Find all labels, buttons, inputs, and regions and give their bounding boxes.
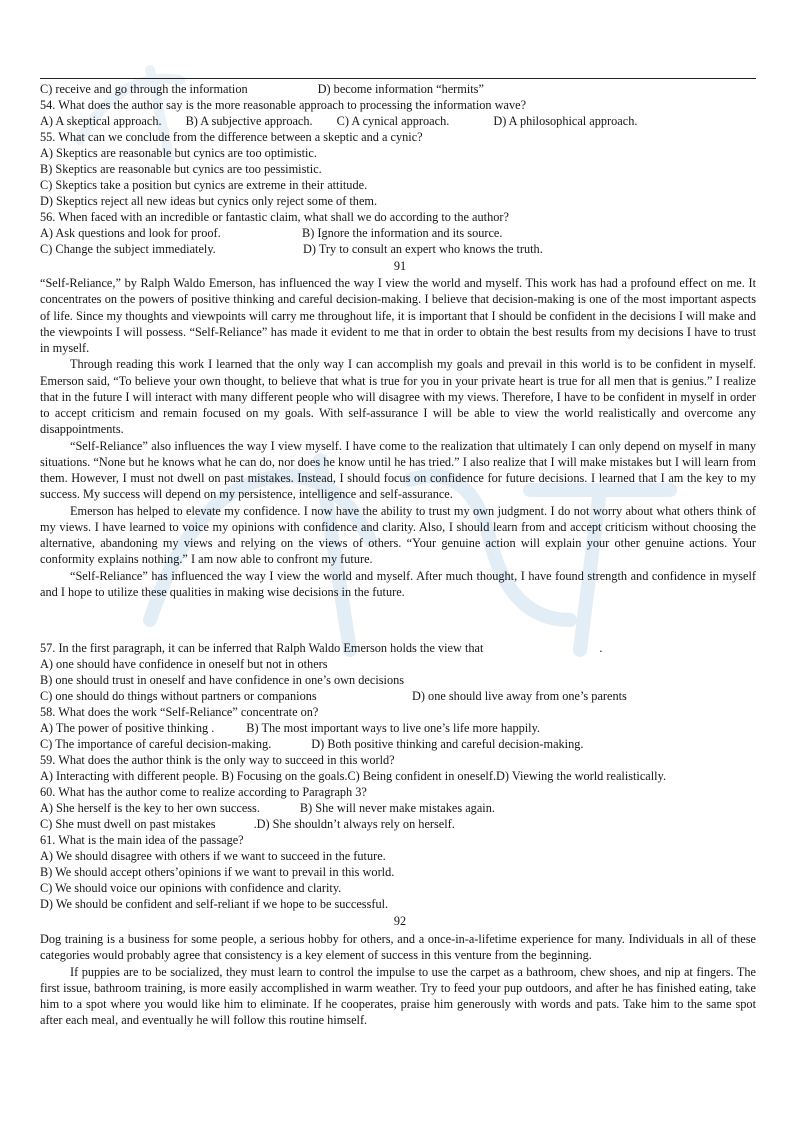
q57-blank-end: .: [599, 641, 603, 655]
q57-option-a: A) one should have confidence in oneself but not in others: [40, 657, 328, 671]
passage-91-paragraph-2: Through reading this work I learned that the only way I can accomplish my goals and prevail in this world is to be confident in myself. Emerson said, “To believe your own thought, to believe that what is true for you in your private heart is true for all men that is genius.” I realize that in the future I will interact with many different people who will disagree with my views. Therefore, I have to be confident in myself in order to accept criticism and remain focused on my goals. With self-assurance I will be able to view the world realistically and overcome any disappointments.: [40, 357, 756, 437]
q55-question: 55. What can we conclude from the difference between a skeptic and a cynic?: [40, 130, 423, 144]
q58-options-row2: [40, 737, 583, 752]
passage-91: [40, 275, 756, 600]
q60-option-c: C) She must dwell on past mistakes: [40, 817, 216, 831]
q60-options-row1: [40, 801, 495, 816]
q54-question: 54. What does the author say is the more reasonable approach to processing the information wave?: [40, 98, 527, 112]
q56-option-d: D) Try to consult an expert who knows the truth.: [303, 242, 543, 256]
passage-91-paragraph-1: “Self-Reliance,” by Ralph Waldo Emerson, has influenced the way I view the world and myself. This work has had a profound effect on me. It concentrates on the powers of positive thinking and careful decision-making. I believe that decision-making is one of the most important aspects of life. Since my thoughts and viewpoints will carry me throughout life, it is important that I should be confident in the decisions I will make and the viewpoints I will possess. “Self-Reliance” has made it evident to me that in order to obtain the best results from my decisions I have to trust in myself.: [40, 276, 756, 355]
q56-options-row1: [40, 226, 502, 241]
q55-option-d: D) Skeptics reject all new ideas but cynics only reject some of them.: [40, 194, 378, 208]
passage-91-paragraph-4: Emerson has helped to elevate my confidence. I now have the ability to trust my own judgment. I do not worry about what others think of my views. I have learned to voice my opinions with confidence and clarity. Also, I should learn from and accept criticism without choosing the alternative, abandoning my views and relying on the views of others. “Your genuine action will explain your other genuine actions. Your conformity explains nothing.” I am now able to confront my future.: [40, 503, 756, 567]
q57-options-row: [40, 689, 627, 704]
passage-92: [40, 931, 756, 1029]
q57-question: 57. In the first paragraph, it can be inferred that Ralph Waldo Emerson holds the view that: [40, 641, 484, 655]
q60-option-a: A) She herself is the key to her own success.: [40, 801, 260, 815]
q54-option-a: A) A skeptical approach.: [40, 114, 162, 128]
q55-option-c: C) Skeptics take a position but cynics are extreme in their attitude.: [40, 178, 368, 192]
q60-option-b: B) She will never make mistakes again.: [299, 801, 495, 815]
passage-number-92: 92: [393, 914, 407, 928]
q57-question-line: [40, 641, 602, 656]
q60-question: 60. What has the author come to realize according to Paragraph 3?: [40, 785, 367, 799]
q59-options: A) Interacting with different people. B) Focusing on the goals.C) Being confident in oneself.D) Viewing the world realistically.: [40, 769, 667, 783]
q60-option-d: .D) She shouldn’t always rely on herself.: [253, 817, 455, 831]
q56-option-a: A) Ask questions and look for proof.: [40, 226, 221, 240]
q58-option-d: D) Both positive thinking and careful decision-making.: [311, 737, 584, 751]
passage-92-paragraph-1: Dog training is a business for some people, a serious hobby for others, and a once-in-a-lifetime experience for many. Individuals in all of these categories would probably agree that consistency is a key element of success in this venture from the beginning.: [40, 932, 756, 963]
q53-options: [40, 82, 484, 97]
q61-option-a: A) We should disagree with others if we want to succeed in the future.: [40, 849, 386, 863]
passage-92-paragraph-2: If puppies are to be socialized, they must learn to control the impulse to use the carpet as a bathroom, chew shoes, and nip at fingers. The first issue, bathroom training, is more easily accomplished in warm weather. Try to feed your pup outdoors, and after he has finished eating, take him to a spot where you would like him to eliminate. If he cooperates, praise him generously with words and pats. Take him to the same spot after each meal, and eventually he will follow this routine himself.: [40, 964, 756, 1028]
passage-91-paragraph-5: “Self-Reliance” has influenced the way I view the world and myself. After much thought, I have found strength and confidence in myself and I hope to utilize these qualities in making wise decisions in the future.: [40, 568, 756, 599]
q59-question: 59. What does the author think is the only way to succeed in this world?: [40, 753, 395, 767]
q55-option-b: B) Skeptics are reasonable but cynics are too pessimistic.: [40, 162, 322, 176]
q53-option-c: C) receive and go through the information: [40, 82, 248, 96]
q54-options: [40, 114, 637, 129]
q58-option-b: B) The most important ways to live one’s life more happily.: [246, 721, 541, 735]
q60-options-row2: [40, 817, 455, 832]
passage-number-91: 91: [393, 259, 407, 273]
q57-option-c: C) one should do things without partners or companions: [40, 689, 317, 703]
q53-option-d: D) become information “hermits”: [317, 82, 484, 96]
q54-option-d: D) A philosophical approach.: [493, 114, 638, 128]
q54-option-b: B) A subjective approach.: [185, 114, 313, 128]
q57-option-b: B) one should trust in oneself and have confidence in one’s own decisions: [40, 673, 405, 687]
q54-option-c: C) A cynical approach.: [336, 114, 450, 128]
q58-options-row1: [40, 721, 540, 736]
q56-question: 56. When faced with an incredible or fantastic claim, what shall we do according to the author?: [40, 210, 509, 224]
header-rule: [40, 78, 756, 79]
passage-91-paragraph-3: “Self-Reliance” also influences the way I view myself. I have come to the realization that ultimately I can only depend on myself in many situations. “None but he knows what he can do, nor does he know until he has tried.” I also realize that I will make mistakes but I will learn from them. However, I must not dwell on past mistakes. Instead, I should focus on confidence for future decisions. I learned that I am the key to my success. My success will depend on my persistence, intelligence and self-assurance.: [40, 438, 756, 502]
q58-question: 58. What does the work “Self-Reliance” concentrate on?: [40, 705, 319, 719]
q58-option-c: C) The importance of careful decision-making.: [40, 737, 272, 751]
q57-option-d: D) one should live away from one’s parents: [412, 689, 627, 703]
q61-option-b: B) We should accept others’opinions if we want to prevail in this world.: [40, 865, 395, 879]
q55-option-a: A) Skeptics are reasonable but cynics are too optimistic.: [40, 146, 317, 160]
q61-option-c: C) We should voice our opinions with confidence and clarity.: [40, 881, 342, 895]
q61-option-d: D) We should be confident and self-reliant if we hope to be successful.: [40, 897, 389, 911]
q56-option-c: C) Change the subject immediately.: [40, 242, 216, 256]
q61-question: 61. What is the main idea of the passage?: [40, 833, 244, 847]
q58-option-a: A) The power of positive thinking .: [40, 721, 215, 735]
q56-option-b: B) Ignore the information and its source.: [302, 226, 503, 240]
q56-options-row2: [40, 242, 543, 257]
